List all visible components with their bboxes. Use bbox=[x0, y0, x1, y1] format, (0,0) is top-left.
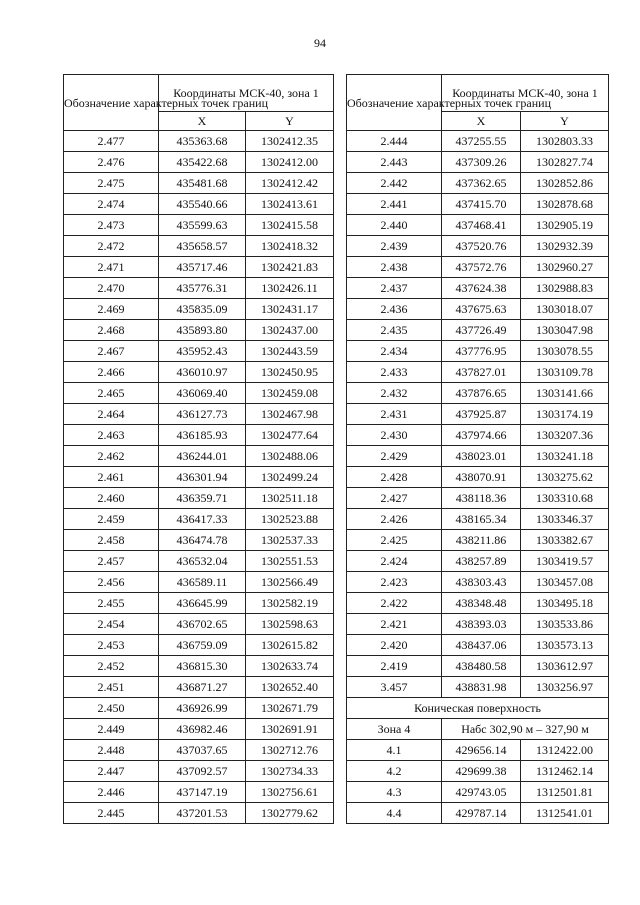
table-row bbox=[347, 677, 609, 698]
x-coordinate-cell: 435952.43 bbox=[159, 341, 246, 362]
y-coordinate-cell: 1302499.24 bbox=[246, 467, 334, 488]
point-id-cell: 2.420 bbox=[347, 635, 442, 656]
point-id-cell: 2.461 bbox=[64, 467, 159, 488]
x-coordinate-cell: 438118.36 bbox=[442, 488, 521, 509]
table-row bbox=[347, 152, 609, 173]
table-row bbox=[64, 131, 334, 152]
table-row bbox=[64, 551, 334, 572]
y-coordinate-cell: 1302523.88 bbox=[246, 509, 334, 530]
x-coordinate-cell: 436474.78 bbox=[159, 530, 246, 551]
y-coordinate-cell: 1302852.86 bbox=[521, 173, 609, 194]
header-point-label: Обозначение характерных точек границ bbox=[347, 75, 442, 131]
point-id-cell: 4.4 bbox=[347, 803, 442, 824]
x-coordinate-cell: 435893.80 bbox=[159, 320, 246, 341]
y-coordinate-cell: 1302905.19 bbox=[521, 215, 609, 236]
x-coordinate-cell: 437092.57 bbox=[159, 761, 246, 782]
table-row bbox=[347, 572, 609, 593]
y-coordinate-cell: 1312462.14 bbox=[521, 761, 609, 782]
header-coords-group: Координаты МСК-40, зона 1 bbox=[159, 75, 334, 112]
x-coordinate-cell: 438303.43 bbox=[442, 572, 521, 593]
table-row bbox=[64, 194, 334, 215]
x-coordinate-cell: 438023.01 bbox=[442, 446, 521, 467]
x-coordinate-cell: 435717.46 bbox=[159, 257, 246, 278]
y-coordinate-cell: 1302437.00 bbox=[246, 320, 334, 341]
x-coordinate-cell: 438393.03 bbox=[442, 614, 521, 635]
y-coordinate-cell: 1303018.07 bbox=[521, 299, 609, 320]
y-coordinate-cell: 1302418.32 bbox=[246, 236, 334, 257]
x-coordinate-cell: 437776.95 bbox=[442, 341, 521, 362]
table-row bbox=[64, 593, 334, 614]
y-coordinate-cell: 1302671.79 bbox=[246, 698, 334, 719]
point-id-cell: 2.429 bbox=[347, 446, 442, 467]
y-coordinate-cell: 1302691.91 bbox=[246, 719, 334, 740]
y-coordinate-cell: 1302551.53 bbox=[246, 551, 334, 572]
table-row bbox=[347, 782, 609, 803]
y-coordinate-cell: 1302467.98 bbox=[246, 404, 334, 425]
y-coordinate-cell: 1302960.27 bbox=[521, 257, 609, 278]
table-row bbox=[64, 803, 334, 824]
y-coordinate-cell: 1302582.19 bbox=[246, 593, 334, 614]
table-row bbox=[64, 509, 334, 530]
point-id-cell: 2.451 bbox=[64, 677, 159, 698]
table-row bbox=[347, 341, 609, 362]
table-row bbox=[64, 173, 334, 194]
point-id-cell: 2.473 bbox=[64, 215, 159, 236]
table-row bbox=[64, 467, 334, 488]
point-id-cell: 2.477 bbox=[64, 131, 159, 152]
y-coordinate-cell: 1302443.59 bbox=[246, 341, 334, 362]
y-coordinate-cell: 1302652.40 bbox=[246, 677, 334, 698]
y-coordinate-cell: 1302827.74 bbox=[521, 152, 609, 173]
x-coordinate-cell: 436702.65 bbox=[159, 614, 246, 635]
table-row bbox=[64, 404, 334, 425]
y-coordinate-cell: 1312501.81 bbox=[521, 782, 609, 803]
x-coordinate-cell: 435658.57 bbox=[159, 236, 246, 257]
x-coordinate-cell: 437675.63 bbox=[442, 299, 521, 320]
y-coordinate-cell: 1302756.61 bbox=[246, 782, 334, 803]
x-coordinate-cell: 436759.09 bbox=[159, 635, 246, 656]
x-coordinate-cell: 436532.04 bbox=[159, 551, 246, 572]
x-coordinate-cell: 436815.30 bbox=[159, 656, 246, 677]
y-coordinate-cell: 1302412.00 bbox=[246, 152, 334, 173]
y-coordinate-cell: 1303495.18 bbox=[521, 593, 609, 614]
table-row bbox=[347, 194, 609, 215]
point-id-cell: 2.422 bbox=[347, 593, 442, 614]
point-id-cell: 2.465 bbox=[64, 383, 159, 404]
table-row bbox=[64, 614, 334, 635]
y-coordinate-cell: 1303141.66 bbox=[521, 383, 609, 404]
table-row bbox=[64, 152, 334, 173]
table-row bbox=[347, 446, 609, 467]
y-coordinate-cell: 1312541.01 bbox=[521, 803, 609, 824]
point-id-cell: 3.457 bbox=[347, 677, 442, 698]
x-coordinate-cell: 435363.68 bbox=[159, 131, 246, 152]
point-id-cell: 2.448 bbox=[64, 740, 159, 761]
x-coordinate-cell: 437827.01 bbox=[442, 362, 521, 383]
table-row bbox=[64, 656, 334, 677]
x-coordinate-cell: 429743.05 bbox=[442, 782, 521, 803]
x-coordinate-cell: 437147.19 bbox=[159, 782, 246, 803]
y-coordinate-cell: 1303533.86 bbox=[521, 614, 609, 635]
x-coordinate-cell: 436645.99 bbox=[159, 593, 246, 614]
table-row bbox=[64, 257, 334, 278]
table-row bbox=[64, 446, 334, 467]
x-coordinate-cell: 435835.09 bbox=[159, 299, 246, 320]
point-id-cell: 2.445 bbox=[64, 803, 159, 824]
y-coordinate-cell: 1303047.98 bbox=[521, 320, 609, 341]
y-coordinate-cell: 1302598.63 bbox=[246, 614, 334, 635]
x-coordinate-cell: 438211.86 bbox=[442, 530, 521, 551]
table-row bbox=[64, 740, 334, 761]
x-coordinate-cell: 438480.58 bbox=[442, 656, 521, 677]
table-row bbox=[64, 425, 334, 446]
point-id-cell: 2.454 bbox=[64, 614, 159, 635]
point-id-cell: 2.443 bbox=[347, 152, 442, 173]
table-row bbox=[347, 236, 609, 257]
point-id-cell: 2.437 bbox=[347, 278, 442, 299]
x-coordinate-cell: 437309.26 bbox=[442, 152, 521, 173]
zone-label: Зона 4 bbox=[347, 719, 442, 740]
point-id-cell: 2.428 bbox=[347, 467, 442, 488]
y-coordinate-cell: 1302412.42 bbox=[246, 173, 334, 194]
point-id-cell: 2.452 bbox=[64, 656, 159, 677]
x-coordinate-cell: 438831.98 bbox=[442, 677, 521, 698]
point-id-cell: 2.459 bbox=[64, 509, 159, 530]
x-coordinate-cell: 435599.63 bbox=[159, 215, 246, 236]
point-id-cell: 2.475 bbox=[64, 173, 159, 194]
x-coordinate-cell: 437925.87 bbox=[442, 404, 521, 425]
x-coordinate-cell: 438437.06 bbox=[442, 635, 521, 656]
table-row bbox=[64, 572, 334, 593]
x-coordinate-cell: 436185.93 bbox=[159, 425, 246, 446]
table-row bbox=[64, 677, 334, 698]
page-number: 94 bbox=[314, 36, 326, 50]
table-row bbox=[64, 488, 334, 509]
point-id-cell: 2.435 bbox=[347, 320, 442, 341]
header-coords-group: Координаты МСК-40, зона 1 bbox=[442, 75, 609, 112]
table-row bbox=[347, 425, 609, 446]
x-coordinate-cell: 436069.40 bbox=[159, 383, 246, 404]
point-id-cell: 2.453 bbox=[64, 635, 159, 656]
table-row bbox=[64, 215, 334, 236]
point-id-cell: 2.419 bbox=[347, 656, 442, 677]
table-row bbox=[347, 362, 609, 383]
point-id-cell: 2.442 bbox=[347, 173, 442, 194]
point-id-cell: 2.468 bbox=[64, 320, 159, 341]
table-row bbox=[347, 530, 609, 551]
table-row bbox=[347, 656, 609, 677]
height-range-label: Набс 302,90 м – 327,90 м bbox=[442, 719, 609, 740]
header-x: X bbox=[442, 112, 521, 131]
table-row bbox=[347, 551, 609, 572]
y-coordinate-cell: 1302426.11 bbox=[246, 278, 334, 299]
point-id-cell: 2.464 bbox=[64, 404, 159, 425]
point-id-cell: 2.474 bbox=[64, 194, 159, 215]
x-coordinate-cell: 436417.33 bbox=[159, 509, 246, 530]
y-coordinate-cell: 1303256.97 bbox=[521, 677, 609, 698]
x-coordinate-cell: 436926.99 bbox=[159, 698, 246, 719]
header-x: X bbox=[159, 112, 246, 131]
point-id-cell: 2.425 bbox=[347, 530, 442, 551]
point-id-cell: 2.438 bbox=[347, 257, 442, 278]
x-coordinate-cell: 436982.46 bbox=[159, 719, 246, 740]
x-coordinate-cell: 438348.48 bbox=[442, 593, 521, 614]
point-id-cell: 2.457 bbox=[64, 551, 159, 572]
point-id-cell: 2.462 bbox=[64, 446, 159, 467]
table-row bbox=[347, 173, 609, 194]
y-coordinate-cell: 1302878.68 bbox=[521, 194, 609, 215]
y-coordinate-cell: 1302803.33 bbox=[521, 131, 609, 152]
y-coordinate-cell: 1312422.00 bbox=[521, 740, 609, 761]
x-coordinate-cell: 437974.66 bbox=[442, 425, 521, 446]
table-row bbox=[64, 719, 334, 740]
point-id-cell: 2.447 bbox=[64, 761, 159, 782]
point-id-cell: 2.426 bbox=[347, 509, 442, 530]
table-row bbox=[347, 215, 609, 236]
x-coordinate-cell: 436010.97 bbox=[159, 362, 246, 383]
x-coordinate-cell: 436127.73 bbox=[159, 404, 246, 425]
y-coordinate-cell: 1303346.37 bbox=[521, 509, 609, 530]
y-coordinate-cell: 1302615.82 bbox=[246, 635, 334, 656]
table-row bbox=[64, 341, 334, 362]
point-id-cell: 4.2 bbox=[347, 761, 442, 782]
table-row bbox=[347, 593, 609, 614]
y-coordinate-cell: 1302988.83 bbox=[521, 278, 609, 299]
table-row bbox=[347, 740, 609, 761]
x-coordinate-cell: 429699.38 bbox=[442, 761, 521, 782]
x-coordinate-cell: 437520.76 bbox=[442, 236, 521, 257]
y-coordinate-cell: 1302932.39 bbox=[521, 236, 609, 257]
table-row bbox=[64, 761, 334, 782]
x-coordinate-cell: 437726.49 bbox=[442, 320, 521, 341]
y-coordinate-cell: 1302459.08 bbox=[246, 383, 334, 404]
table-row bbox=[347, 257, 609, 278]
y-coordinate-cell: 1302633.74 bbox=[246, 656, 334, 677]
point-id-cell: 2.434 bbox=[347, 341, 442, 362]
point-id-cell: 2.446 bbox=[64, 782, 159, 803]
table-row bbox=[347, 467, 609, 488]
table-row bbox=[64, 635, 334, 656]
x-coordinate-cell: 438257.89 bbox=[442, 551, 521, 572]
y-coordinate-cell: 1302412.35 bbox=[246, 131, 334, 152]
point-id-cell: 2.423 bbox=[347, 572, 442, 593]
y-coordinate-cell: 1302477.64 bbox=[246, 425, 334, 446]
x-coordinate-cell: 435481.68 bbox=[159, 173, 246, 194]
y-coordinate-cell: 1302431.17 bbox=[246, 299, 334, 320]
table-row bbox=[64, 383, 334, 404]
table-row bbox=[64, 278, 334, 299]
table-row bbox=[347, 614, 609, 635]
x-coordinate-cell: 436589.11 bbox=[159, 572, 246, 593]
point-id-cell: 2.456 bbox=[64, 572, 159, 593]
table-row bbox=[347, 278, 609, 299]
x-coordinate-cell: 435422.68 bbox=[159, 152, 246, 173]
table-row bbox=[64, 236, 334, 257]
point-id-cell: 2.436 bbox=[347, 299, 442, 320]
x-coordinate-cell: 437037.65 bbox=[159, 740, 246, 761]
y-coordinate-cell: 1303573.13 bbox=[521, 635, 609, 656]
point-id-cell: 2.427 bbox=[347, 488, 442, 509]
x-coordinate-cell: 437468.41 bbox=[442, 215, 521, 236]
y-coordinate-cell: 1302537.33 bbox=[246, 530, 334, 551]
table-row bbox=[347, 488, 609, 509]
point-id-cell: 2.470 bbox=[64, 278, 159, 299]
table-row bbox=[64, 698, 334, 719]
x-coordinate-cell: 436359.71 bbox=[159, 488, 246, 509]
y-coordinate-cell: 1303207.36 bbox=[521, 425, 609, 446]
x-coordinate-cell: 437572.76 bbox=[442, 257, 521, 278]
point-id-cell: 2.441 bbox=[347, 194, 442, 215]
x-coordinate-cell: 436301.94 bbox=[159, 467, 246, 488]
conical-surface-title: Коническая поверхность bbox=[347, 698, 609, 719]
y-coordinate-cell: 1303419.57 bbox=[521, 551, 609, 572]
x-coordinate-cell: 437415.70 bbox=[442, 194, 521, 215]
point-id-cell: 2.466 bbox=[64, 362, 159, 383]
point-id-cell: 2.471 bbox=[64, 257, 159, 278]
point-id-cell: 2.449 bbox=[64, 719, 159, 740]
y-coordinate-cell: 1303382.67 bbox=[521, 530, 609, 551]
table-row bbox=[64, 320, 334, 341]
table-row bbox=[347, 635, 609, 656]
point-id-cell: 2.430 bbox=[347, 425, 442, 446]
table-row bbox=[347, 404, 609, 425]
x-coordinate-cell: 429656.14 bbox=[442, 740, 521, 761]
point-id-cell: 2.476 bbox=[64, 152, 159, 173]
x-coordinate-cell: 436244.01 bbox=[159, 446, 246, 467]
table-row bbox=[347, 509, 609, 530]
table-row bbox=[347, 131, 609, 152]
header-y: Y bbox=[521, 112, 609, 131]
x-coordinate-cell: 437362.65 bbox=[442, 173, 521, 194]
x-coordinate-cell: 435540.66 bbox=[159, 194, 246, 215]
coordinates-table-right bbox=[346, 74, 609, 824]
y-coordinate-cell: 1303310.68 bbox=[521, 488, 609, 509]
point-id-cell: 2.463 bbox=[64, 425, 159, 446]
table-row bbox=[64, 782, 334, 803]
table-row bbox=[347, 383, 609, 404]
point-id-cell: 2.440 bbox=[347, 215, 442, 236]
x-coordinate-cell: 437624.38 bbox=[442, 278, 521, 299]
point-id-cell: 2.455 bbox=[64, 593, 159, 614]
point-id-cell: 2.472 bbox=[64, 236, 159, 257]
point-id-cell: 2.432 bbox=[347, 383, 442, 404]
point-id-cell: 2.424 bbox=[347, 551, 442, 572]
x-coordinate-cell: 438165.34 bbox=[442, 509, 521, 530]
table-row bbox=[347, 761, 609, 782]
point-id-cell: 2.467 bbox=[64, 341, 159, 362]
y-coordinate-cell: 1303457.08 bbox=[521, 572, 609, 593]
point-id-cell: 2.439 bbox=[347, 236, 442, 257]
y-coordinate-cell: 1302734.33 bbox=[246, 761, 334, 782]
y-coordinate-cell: 1302779.62 bbox=[246, 803, 334, 824]
point-id-cell: 2.450 bbox=[64, 698, 159, 719]
x-coordinate-cell: 435776.31 bbox=[159, 278, 246, 299]
y-coordinate-cell: 1303078.55 bbox=[521, 341, 609, 362]
point-id-cell: 2.444 bbox=[347, 131, 442, 152]
x-coordinate-cell: 438070.91 bbox=[442, 467, 521, 488]
point-id-cell: 2.433 bbox=[347, 362, 442, 383]
x-coordinate-cell: 429787.14 bbox=[442, 803, 521, 824]
y-coordinate-cell: 1303275.62 bbox=[521, 467, 609, 488]
point-id-cell: 4.1 bbox=[347, 740, 442, 761]
y-coordinate-cell: 1302450.95 bbox=[246, 362, 334, 383]
point-id-cell: 2.460 bbox=[64, 488, 159, 509]
x-coordinate-cell: 436871.27 bbox=[159, 677, 246, 698]
y-coordinate-cell: 1303174.19 bbox=[521, 404, 609, 425]
y-coordinate-cell: 1303109.78 bbox=[521, 362, 609, 383]
x-coordinate-cell: 437201.53 bbox=[159, 803, 246, 824]
table-row bbox=[347, 299, 609, 320]
y-coordinate-cell: 1302712.76 bbox=[246, 740, 334, 761]
table-row bbox=[64, 362, 334, 383]
header-point-label: Обозначение характерных точек границ bbox=[64, 75, 159, 131]
coordinates-table-left bbox=[63, 74, 334, 824]
x-coordinate-cell: 437255.55 bbox=[442, 131, 521, 152]
table-row bbox=[347, 320, 609, 341]
table-row bbox=[64, 299, 334, 320]
point-id-cell: 2.421 bbox=[347, 614, 442, 635]
header-y: Y bbox=[246, 112, 334, 131]
y-coordinate-cell: 1302421.83 bbox=[246, 257, 334, 278]
point-id-cell: 2.458 bbox=[64, 530, 159, 551]
point-id-cell: 4.3 bbox=[347, 782, 442, 803]
table-row bbox=[64, 530, 334, 551]
y-coordinate-cell: 1302415.58 bbox=[246, 215, 334, 236]
y-coordinate-cell: 1302566.49 bbox=[246, 572, 334, 593]
y-coordinate-cell: 1303612.97 bbox=[521, 656, 609, 677]
y-coordinate-cell: 1302488.06 bbox=[246, 446, 334, 467]
x-coordinate-cell: 437876.65 bbox=[442, 383, 521, 404]
table-row bbox=[347, 803, 609, 824]
point-id-cell: 2.431 bbox=[347, 404, 442, 425]
y-coordinate-cell: 1302511.18 bbox=[246, 488, 334, 509]
y-coordinate-cell: 1303241.18 bbox=[521, 446, 609, 467]
point-id-cell: 2.469 bbox=[64, 299, 159, 320]
y-coordinate-cell: 1302413.61 bbox=[246, 194, 334, 215]
